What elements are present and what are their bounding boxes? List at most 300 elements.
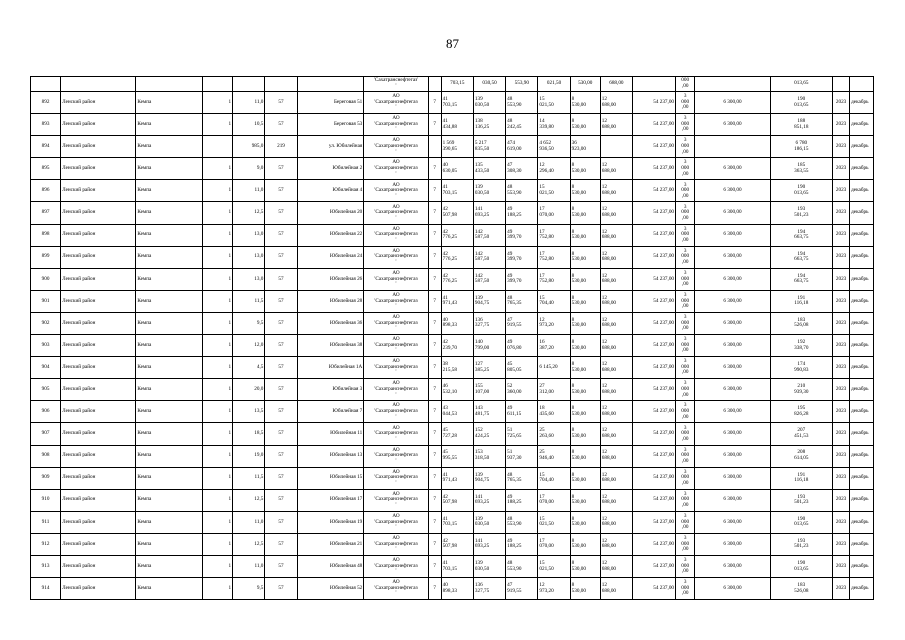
value-cell: [570, 401, 600, 423]
month-cell: декабрь: [850, 114, 874, 136]
value-int: 142: [474, 272, 483, 279]
value-frac: 530,00: [571, 499, 586, 506]
value-cell: [570, 467, 600, 489]
org-line: ': [395, 413, 397, 420]
k-cell: 7: [428, 114, 441, 136]
value-frac: 530,00: [571, 123, 586, 130]
org-line: 'Сахатранснефтегаз: [374, 187, 418, 194]
year-cell: 2023: [832, 224, 849, 246]
value-int: 41: [442, 184, 448, 191]
total-cell: [770, 224, 832, 246]
month-cell: декабрь: [850, 489, 874, 511]
value-cell: [600, 114, 632, 136]
value-frac: 451,53: [794, 432, 809, 439]
value-int: 8: [571, 338, 575, 345]
value-int: 42: [442, 250, 448, 257]
value-int: 12: [601, 515, 607, 522]
address-cell: Юбилейная 3: [297, 379, 364, 401]
value-frac: 530,00: [571, 366, 586, 373]
stack-value: 000: [681, 142, 690, 149]
value-cell: [538, 467, 570, 489]
value-frac: 530,00: [571, 543, 586, 550]
code-cell: 57: [265, 533, 297, 555]
value-int: 4 652: [539, 140, 552, 147]
value-cell: [600, 335, 632, 357]
address-cell: Юбилейная 52: [297, 578, 364, 600]
total-cell: [770, 511, 832, 533]
value-frac: 530,00: [571, 322, 586, 329]
row-number: 899: [31, 246, 61, 268]
org-line: АО: [392, 579, 400, 586]
value-cell: [473, 401, 505, 423]
value-int: 8: [571, 582, 575, 589]
stack-value: ,00: [681, 479, 689, 486]
value-int: 152: [474, 427, 483, 434]
value-int: 141: [474, 493, 483, 500]
stack-value: ,00: [681, 546, 689, 553]
capacity-cell: 6 300,00: [695, 290, 770, 312]
value-int: 12: [601, 383, 607, 390]
capacity-cell: 6 300,00: [695, 246, 770, 268]
value-frac: 530,00: [571, 101, 586, 108]
org-line: АО: [392, 93, 400, 100]
k-cell: 7: [428, 202, 441, 224]
code-cell: 57: [265, 158, 297, 180]
value-int: 139: [474, 559, 483, 566]
org-cell: [364, 312, 429, 334]
code-cell: 57: [265, 92, 297, 114]
sum-cell: 54 237,00: [633, 158, 676, 180]
sum-cell: 54 237,00: [633, 467, 676, 489]
value-frac: 704,40: [539, 477, 554, 484]
value-int: 183: [797, 316, 806, 323]
value-cell: [538, 357, 570, 379]
value-frac: 076,80: [507, 344, 522, 351]
stack-value: 000: [681, 297, 690, 304]
value-int: 15: [539, 559, 545, 566]
value-frac: 013,65: [794, 565, 809, 572]
value-int: 12: [539, 316, 545, 323]
value-cell: [441, 533, 473, 555]
row-number: 905: [31, 379, 61, 401]
month-cell: декабрь: [850, 379, 874, 401]
value-cell: [441, 290, 473, 312]
value-frac: 939,30: [794, 388, 809, 395]
value-int: 185: [797, 162, 806, 169]
value-frac: 898,33: [442, 587, 457, 594]
value-int: 12: [601, 316, 607, 323]
value-cell: [441, 357, 473, 379]
value-cell: [570, 290, 600, 312]
value-int: 42: [442, 338, 448, 345]
value-int: 136: [474, 316, 483, 323]
value-cell: [506, 114, 538, 136]
stack-value: 000: [681, 165, 690, 172]
stack-value: 000: [681, 562, 690, 569]
stack-value: ,00: [681, 236, 689, 243]
value-frac: 239,70: [442, 344, 457, 351]
value-cell: [506, 578, 538, 600]
value-int: 36: [571, 140, 577, 147]
org-line: ': [395, 281, 397, 288]
row-number: 898: [31, 224, 61, 246]
value-cell: [441, 202, 473, 224]
address-cell: Юбилейная 21: [297, 533, 364, 555]
value-cell: [538, 224, 570, 246]
value-frac: 186,15: [794, 145, 809, 152]
count-cell: 1: [203, 92, 233, 114]
value-int: 42: [442, 228, 448, 235]
value-frac: 327,75: [474, 587, 490, 594]
district-cell: Ленский район: [61, 423, 136, 445]
org-cell: [364, 489, 429, 511]
total-cell: [770, 114, 832, 136]
value-cell: [506, 555, 538, 577]
value-cell: [473, 489, 505, 511]
settlement-cell: Кемпа: [136, 578, 203, 600]
value-frac: 188,25: [507, 212, 522, 219]
table-row: [31, 92, 874, 114]
value-frac: 501,23: [794, 499, 809, 506]
value-cell: [538, 533, 570, 555]
address-cell: Юбилейная 1А: [297, 357, 364, 379]
value-int: 12: [601, 95, 607, 102]
settlement-cell: Кемпа: [136, 379, 203, 401]
area-cell: 12,5: [233, 202, 265, 224]
value-int: 183: [797, 582, 806, 589]
value-int: 40: [442, 582, 448, 589]
code-cell: 57: [265, 357, 297, 379]
value-int: 45: [442, 427, 448, 434]
value-int: 8: [571, 95, 575, 102]
value-cell: [506, 158, 538, 180]
org-line: АО: [392, 115, 400, 122]
value-frac: 630,05: [442, 167, 457, 174]
settlement-cell: Кемпа: [136, 401, 203, 423]
value-cell: [538, 489, 570, 511]
value-cell: [570, 445, 600, 467]
value-frac: 530,00: [571, 587, 586, 594]
value-int: 38: [442, 361, 448, 368]
year-cell: 2023: [832, 180, 849, 202]
value-frac: 826,28: [794, 410, 809, 417]
value-cell: [600, 180, 632, 202]
value-cell: [441, 312, 473, 334]
value-int: 208: [797, 449, 806, 456]
month-cell: декабрь: [850, 555, 874, 577]
code-cell: 57: [265, 224, 297, 246]
org-line: 'Сахатранснефтегаз: [374, 584, 418, 591]
value-int: 8: [571, 162, 575, 169]
value-frac: 693,25: [474, 499, 490, 506]
org-line: 'Сахатранснефтегаз: [374, 363, 418, 370]
stack-value: ,00: [681, 281, 689, 288]
address-cell: Юбилейная 28: [297, 290, 364, 312]
stack-value: 000: [681, 231, 690, 238]
area-cell: 11,5: [233, 290, 265, 312]
value-cell: [570, 268, 600, 290]
org-line: 'Сахатранснефтегаз: [374, 120, 418, 127]
table-row: [31, 246, 874, 268]
stack-value: 000: [681, 385, 690, 392]
value-cell: [506, 246, 538, 268]
org-line: АО: [392, 336, 400, 343]
value-cell: [600, 445, 632, 467]
org-cell: [364, 268, 429, 290]
total-cell: [770, 136, 832, 158]
capacity-cell: 6 300,00: [695, 445, 770, 467]
value-frac: 030,50: [474, 101, 490, 108]
district-cell: Ленский район: [61, 533, 136, 555]
value-frac: 752,80: [539, 234, 554, 241]
area-cell: 13,0: [233, 224, 265, 246]
sum-cell: 54 237,00: [633, 445, 676, 467]
value-int: 25: [539, 449, 545, 456]
capacity-cell: 6 300,00: [695, 357, 770, 379]
value-frac: 507,98: [442, 543, 457, 550]
registry-table: [30, 76, 874, 600]
k-cell: [428, 136, 441, 158]
total-cell: [770, 533, 832, 555]
value-cell: [441, 92, 473, 114]
value-int: 48: [507, 184, 513, 191]
value-frac: 434,88: [442, 123, 457, 130]
value-int: 49: [507, 405, 513, 412]
address-cell: Юбилейная 4: [297, 180, 364, 202]
value-cell: [506, 136, 538, 158]
stack-value: 3: [683, 203, 687, 210]
k-cell: 7: [428, 312, 441, 334]
capacity-cell: 6 300,00: [695, 379, 770, 401]
value-frac: 727,28: [442, 432, 457, 439]
stack-value: ,00: [681, 568, 689, 575]
value-int: 155: [474, 383, 483, 390]
stack-value: ,00: [681, 148, 689, 155]
value-int: 12: [601, 405, 607, 412]
month-cell: декабрь: [850, 335, 874, 357]
settlement-cell: Кемпа: [136, 136, 203, 158]
org-line: АО: [392, 203, 400, 210]
value-frac: 021,50: [539, 101, 554, 108]
value-int: 8: [571, 294, 575, 301]
org-line: ': [395, 192, 397, 199]
value-cell: [538, 268, 570, 290]
value-int: 42: [442, 493, 448, 500]
sum-cell: 54 237,00: [633, 335, 676, 357]
address-cell: Юбилейная 11: [297, 423, 364, 445]
value-cell: [570, 246, 600, 268]
value-frac: 530,00: [571, 432, 586, 439]
district-cell: Ленский район: [61, 578, 136, 600]
value-cell: [441, 401, 473, 423]
value-cell: [441, 578, 473, 600]
org-cell: [364, 511, 429, 533]
table-row: [31, 158, 874, 180]
value-cell: [600, 578, 632, 600]
value-int: 48: [507, 515, 513, 522]
district-cell: Ленский район: [61, 489, 136, 511]
total-cell: [770, 423, 832, 445]
value-cell: [570, 533, 600, 555]
area-cell: 13,0: [233, 268, 265, 290]
org-line: 'Сахатранснефтегаз: [374, 142, 418, 149]
capacity-cell: 6 300,00: [695, 202, 770, 224]
value-int: 52: [507, 383, 513, 390]
value-cell: [600, 423, 632, 445]
stack-value: 3: [683, 424, 687, 431]
month-cell: декабрь: [850, 578, 874, 600]
address-cell: Береговая 51: [297, 92, 364, 114]
value-cell: [570, 92, 600, 114]
value-frac: 530,00: [571, 189, 586, 196]
value-frac: 688,00: [601, 256, 617, 263]
address-cell: Юбилейная 20: [297, 202, 364, 224]
value-cell: [473, 202, 505, 224]
stack-cell: [676, 202, 695, 224]
org-line: ': [395, 391, 397, 398]
org-line: ': [395, 502, 397, 509]
value-cell: [600, 290, 632, 312]
value-frac: 312,00: [539, 388, 554, 395]
year-cell: 2023: [832, 401, 849, 423]
value-int: 142: [474, 228, 483, 235]
stack-value: ,00: [681, 457, 689, 464]
k-cell: 7: [428, 357, 441, 379]
value-frac: 530,00: [571, 234, 586, 241]
value-frac: 587,50: [474, 256, 490, 263]
capacity-cell: [695, 136, 770, 158]
stack-value: 3: [683, 402, 687, 409]
k-cell: 7: [428, 158, 441, 180]
stack-value: 000: [681, 319, 690, 326]
value-frac: 776,25: [442, 256, 457, 263]
value-frac: 435,60: [539, 410, 554, 417]
value-int: 1 569: [442, 140, 455, 147]
code-cell: 57: [265, 335, 297, 357]
value-frac: 013,65: [794, 189, 809, 196]
value-cell: [506, 92, 538, 114]
settlement-cell: Кемпа: [136, 158, 203, 180]
value-cell: [473, 335, 505, 357]
value-cell: [441, 555, 473, 577]
value-int: 193: [797, 537, 806, 544]
year-cell: 2023: [832, 578, 849, 600]
year-cell: 2023: [832, 423, 849, 445]
capacity-cell: 6 300,00: [695, 555, 770, 577]
row-number: 895: [31, 158, 61, 180]
settlement-cell: Кемпа: [136, 357, 203, 379]
value-int: 8: [571, 515, 575, 522]
district-cell: Ленский район: [61, 379, 136, 401]
stack-value: 000: [681, 430, 690, 437]
value-int: 12: [601, 228, 607, 235]
stack-value: 000: [681, 496, 690, 503]
stack-cell: [676, 578, 695, 600]
table-row: [31, 114, 874, 136]
value-frac: 553,90: [507, 101, 522, 108]
value-int: 49: [507, 250, 513, 257]
value-frac: 663,75: [794, 278, 809, 285]
stack-value: 000: [681, 363, 690, 370]
org-line: ': [395, 170, 397, 177]
address-cell: Юбилейная 2: [297, 158, 364, 180]
value-int: 12: [601, 493, 607, 500]
value-int: 12: [601, 427, 607, 434]
district-cell: Ленский район: [61, 467, 136, 489]
code-cell: 57: [265, 467, 297, 489]
value-int: 210: [797, 383, 806, 390]
year-cell: 2023: [832, 379, 849, 401]
stack-value: ,00: [681, 590, 689, 597]
stack-value: 000: [681, 98, 690, 105]
value-cell: [570, 158, 600, 180]
value-frac: 688,00: [601, 189, 617, 196]
value-frac: 399,70: [507, 256, 522, 263]
value-frac: 995,55: [442, 455, 457, 462]
org-line: 'Сахатранснефтегаз: [374, 253, 418, 260]
code-cell: 57: [265, 379, 297, 401]
stack-value: 000: [681, 209, 690, 216]
org-line: 'Сахатранснефтегаз: [374, 540, 418, 547]
org-line: 'Сахатранснефтегаз: [374, 209, 418, 216]
value-cell: [506, 533, 538, 555]
value-cell: [506, 268, 538, 290]
row-number: 912: [31, 533, 61, 555]
org-line: ': [395, 236, 397, 243]
k-cell: 7: [428, 401, 441, 423]
table-row: [31, 555, 874, 577]
org-cell: [364, 379, 429, 401]
district-cell: Ленский район: [61, 511, 136, 533]
capacity-cell: 6 300,00: [695, 578, 770, 600]
month-cell: декабрь: [850, 224, 874, 246]
capacity-cell: 6 300,00: [695, 335, 770, 357]
value-frac: 530,00: [571, 278, 586, 285]
value-cell: [473, 114, 505, 136]
value-frac: 188,25: [507, 499, 522, 506]
value-cell: [473, 180, 505, 202]
org-line: 'Сахатранснефтегаз: [374, 165, 418, 172]
count-cell: 1: [203, 335, 233, 357]
stack-value: ,00: [681, 104, 689, 111]
area-cell: 18,5: [233, 423, 265, 445]
org-line: 'Сахатранснефтегаз: [374, 275, 418, 282]
value-cell: [506, 357, 538, 379]
k-cell: 7: [428, 268, 441, 290]
table-row: [31, 180, 874, 202]
count-cell: 1: [203, 379, 233, 401]
value-cell: [570, 312, 600, 334]
value-cell: [538, 379, 570, 401]
month-cell: декабрь: [850, 445, 874, 467]
capacity-cell: 6 300,00: [695, 224, 770, 246]
value-frac: 688,00: [601, 300, 617, 307]
org-cell: [364, 224, 429, 246]
value-int: 12: [601, 338, 607, 345]
stack-value: ,00: [681, 170, 689, 177]
table-row: [31, 489, 874, 511]
value-int: 8: [571, 537, 575, 544]
org-line: 'Сахатранснефтегаз: [374, 408, 418, 415]
value-frac: 688,00: [601, 543, 617, 550]
stack-cell: [676, 489, 695, 511]
value-frac: 385,25: [474, 366, 490, 373]
value-frac: 693,25: [474, 212, 490, 219]
address-cell: Юбилейная 7: [297, 401, 364, 423]
value-cell: [538, 180, 570, 202]
value-int: 42: [442, 537, 448, 544]
month-cell: декабрь: [850, 136, 874, 158]
